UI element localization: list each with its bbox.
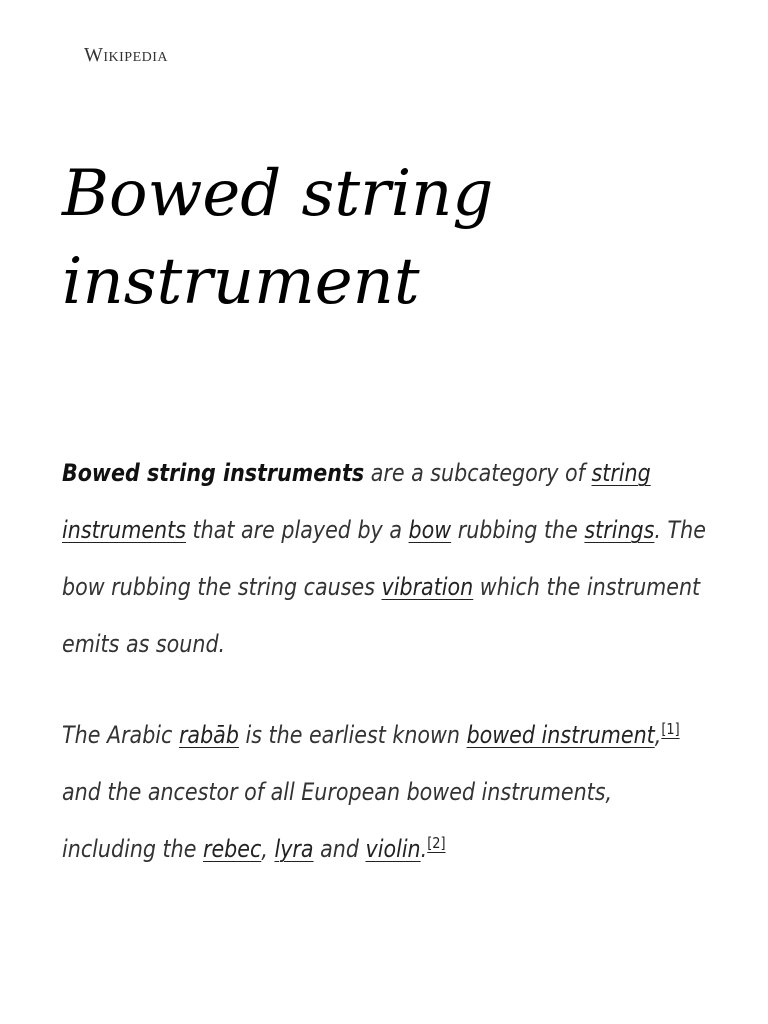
link-rabab[interactable]: rabāb — [178, 721, 239, 749]
reference-1 — [661, 720, 679, 738]
text-span: , — [261, 835, 275, 863]
text-span: . The bow rubbing the string causes — [62, 516, 706, 601]
intro-paragraph — [62, 445, 712, 673]
text-span: is the earliest known — [238, 721, 467, 749]
link-rebec[interactable]: rebec — [202, 835, 262, 863]
text-span: . — [420, 835, 428, 863]
wikipedia-wordmark[interactable]: Wikipedia — [84, 44, 169, 66]
text-span: that are played by a — [185, 516, 409, 544]
text-span: are a subcategory of — [364, 459, 592, 487]
lead-term: Bowed string instruments — [62, 459, 365, 487]
link-vibration[interactable]: vibration — [381, 573, 474, 601]
text-span: The Arabic — [62, 721, 179, 749]
link-bowed-instrument[interactable]: bowed instrument — [466, 721, 655, 749]
text-span: which the instrument emits as sound. — [62, 573, 701, 658]
link-strings[interactable]: strings — [584, 516, 655, 544]
text-span: and the ancestor of all European bowed instruments, including the — [62, 778, 613, 863]
link-string-instruments[interactable]: string instruments — [62, 459, 651, 544]
link-lyra[interactable]: lyra — [274, 835, 314, 863]
history-paragraph — [62, 707, 712, 878]
reference-link-2[interactable]: [2] — [427, 834, 446, 852]
page-title: Bowed string instrument — [62, 157, 494, 319]
reference-2 — [427, 834, 445, 852]
text-span: , — [654, 721, 662, 749]
reference-link-1[interactable]: [1] — [661, 720, 680, 738]
article-body — [62, 445, 706, 912]
link-bow[interactable]: bow — [408, 516, 452, 544]
text-span: and — [313, 835, 366, 863]
text-span: rubbing the — [451, 516, 585, 544]
link-violin[interactable]: violin — [365, 835, 421, 863]
